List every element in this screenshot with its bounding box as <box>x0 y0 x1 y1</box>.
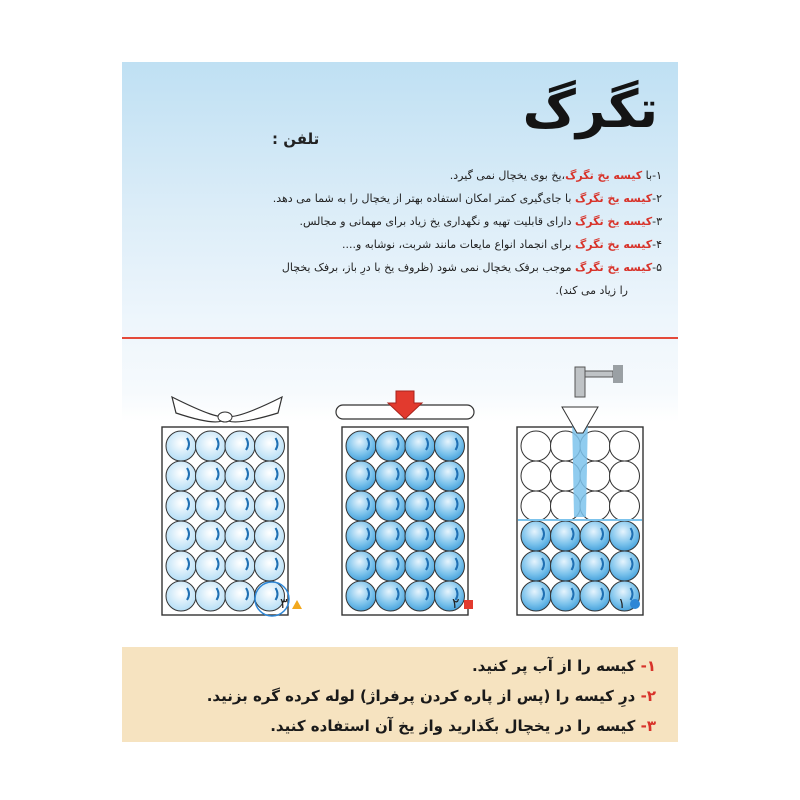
faucet-pipe <box>585 371 613 377</box>
feature-item <box>142 256 662 279</box>
ice-cell <box>255 521 285 551</box>
feature-number: ۱- <box>652 169 662 182</box>
ice-cell <box>376 461 406 491</box>
ice-cell <box>405 491 435 521</box>
ice-cell <box>435 551 465 581</box>
ice-cell <box>255 431 285 461</box>
ice-cell <box>196 581 226 611</box>
phone-label: تلفن : <box>272 130 320 148</box>
feature-text: موجب برفک یخچال نمی شود (ظروف یخ با درِ باز، برفک یخچال <box>281 261 575 274</box>
filling-bag-diagram <box>517 365 643 615</box>
step-text: کیسه را از آب پر کنید. <box>471 657 636 675</box>
ice-cell <box>435 431 465 461</box>
ice-cell <box>521 551 551 581</box>
step-number: ۱- <box>640 657 656 675</box>
feature-number: ۴- <box>652 238 662 251</box>
ice-cell <box>610 431 640 461</box>
usage-steps <box>207 651 656 741</box>
usage-steps-panel <box>122 647 678 742</box>
ice-cell <box>610 461 640 491</box>
section-divider <box>122 337 678 339</box>
step-item <box>207 651 656 681</box>
ice-cell <box>580 551 610 581</box>
step-text: کیسه را در یخچال بگذارید واز یخ آن استفاده کنید. <box>270 717 636 735</box>
feature-text: دارای قابلیت تهیه و نگهداری یخ زیاد برای مهمانی و مجالس. <box>299 215 575 228</box>
feature-text: با جای‌گیری کمتر امکان استفاده بهتر از یخچال را به شما می دهد. <box>272 192 575 205</box>
ice-cell <box>196 431 226 461</box>
step-item <box>207 681 656 711</box>
diagram-label-1 <box>618 596 641 612</box>
feature-item <box>142 164 662 187</box>
diagram-number: ۱ <box>618 596 626 612</box>
feature-highlight: کیسه یخ تگرگ <box>565 169 643 182</box>
ice-cell <box>196 551 226 581</box>
faucet-handle <box>613 365 623 383</box>
ice-cell <box>521 491 551 521</box>
bag-knot-center <box>218 412 232 422</box>
ice-cell <box>376 581 406 611</box>
brand-title: تگرگ <box>522 80 658 140</box>
ice-cell <box>166 551 196 581</box>
step-item <box>207 711 656 741</box>
ice-cell <box>346 551 376 581</box>
ice-cell <box>521 521 551 551</box>
ice-cell <box>405 581 435 611</box>
ice-cell <box>551 551 581 581</box>
step-number: ۳- <box>640 717 656 735</box>
features-list <box>142 164 662 302</box>
ice-cell <box>435 461 465 491</box>
feature-text: برای انجماد انواع مایعات مانند شربت، نوشابه و.... <box>341 238 575 251</box>
ice-cell <box>255 551 285 581</box>
ice-cell <box>405 461 435 491</box>
ice-bag-package <box>122 62 678 742</box>
ice-cell <box>346 431 376 461</box>
feature-number: ۵- <box>652 261 662 274</box>
ice-cell <box>376 551 406 581</box>
ice-cell <box>225 431 255 461</box>
square-icon <box>463 599 474 610</box>
ice-cell <box>346 461 376 491</box>
ice-cell <box>521 581 551 611</box>
ice-cell <box>196 521 226 551</box>
ice-cell <box>435 491 465 521</box>
ice-cell <box>255 491 285 521</box>
ice-cell <box>405 431 435 461</box>
tied-bag-diagram <box>162 397 289 616</box>
ice-cell <box>521 461 551 491</box>
ice-cell <box>435 521 465 551</box>
ice-cell <box>225 461 255 491</box>
ice-cell <box>166 581 196 611</box>
ice-cell <box>166 431 196 461</box>
ice-cell <box>405 521 435 551</box>
ice-cell <box>405 551 435 581</box>
feature-highlight: کیسه یخ تگرگ <box>574 261 653 274</box>
ice-cell <box>225 521 255 551</box>
ice-cell <box>580 581 610 611</box>
triangle-icon <box>291 599 303 610</box>
feature-text: ،یخ بوی یخچال نمی گیرد. <box>449 169 566 182</box>
ice-cell <box>225 551 255 581</box>
ice-cell <box>551 581 581 611</box>
ice-cell <box>551 521 581 551</box>
ice-cell <box>346 491 376 521</box>
water-line <box>518 519 642 521</box>
ice-cell <box>376 521 406 551</box>
step-number: ۲- <box>640 687 656 705</box>
step-text: درِ کیسه را (پس از پاره کردن پرفراژ) لوله کرده گره بزنید. <box>206 687 636 705</box>
feature-number: ۲- <box>652 192 662 205</box>
ice-cell <box>346 581 376 611</box>
ice-cell <box>255 461 285 491</box>
feature-highlight: کیسه یخ تگرگ <box>574 238 653 251</box>
ice-cell <box>521 431 551 461</box>
ice-cell <box>166 491 196 521</box>
ice-cell <box>610 491 640 521</box>
ice-cell <box>166 521 196 551</box>
ice-cell <box>196 491 226 521</box>
circle-icon <box>629 598 641 610</box>
ice-cell <box>610 551 640 581</box>
feature-number: ۳- <box>652 215 662 228</box>
faucet-icon <box>575 367 585 397</box>
feature-text: با <box>642 169 653 182</box>
feature-highlight: کیسه یخ تگرگ <box>574 192 653 205</box>
feature-item <box>142 187 662 210</box>
diagram-label-3 <box>280 596 303 612</box>
ice-cell <box>580 521 610 551</box>
rolled-bag-diagram <box>336 391 474 615</box>
ice-cell <box>610 521 640 551</box>
diagram-number: ۲ <box>452 596 460 612</box>
ice-cell <box>166 461 196 491</box>
ice-cell <box>196 461 226 491</box>
ice-cell <box>376 431 406 461</box>
feature-highlight: کیسه یخ تگرگ <box>574 215 653 228</box>
ice-cell <box>225 581 255 611</box>
feature-item-continuation: را زیاد می کند). <box>555 284 628 297</box>
diagram-number: ۳ <box>280 596 288 612</box>
diagram-label-2 <box>452 596 474 612</box>
instruction-diagrams <box>122 342 678 642</box>
ice-cell <box>346 521 376 551</box>
ice-cell <box>225 491 255 521</box>
feature-item <box>142 233 662 256</box>
ice-cell <box>376 491 406 521</box>
feature-item <box>142 210 662 233</box>
